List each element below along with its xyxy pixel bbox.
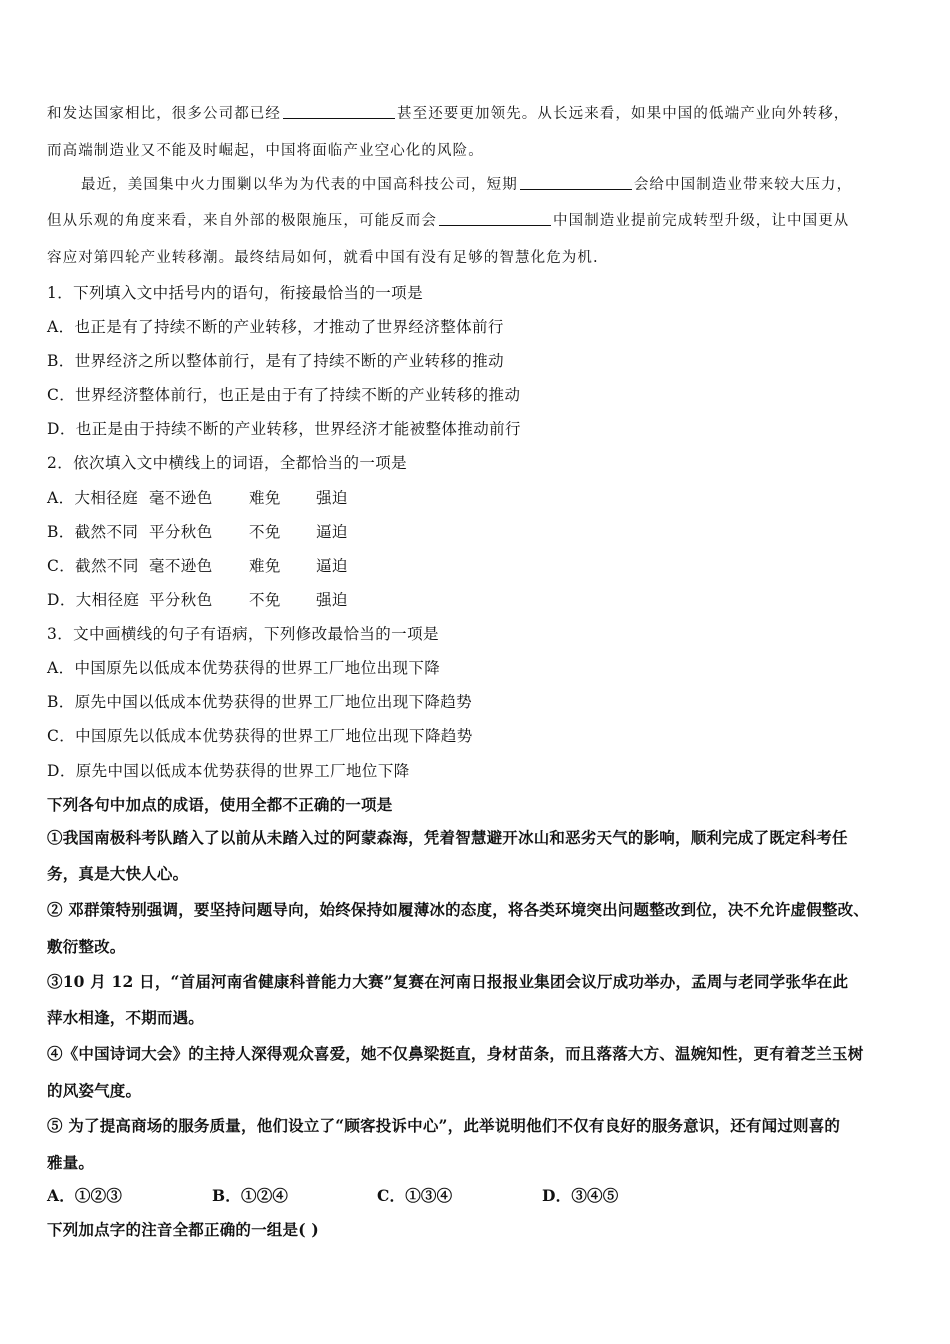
word-choice: 平分秋色 xyxy=(149,523,213,541)
question-stem: 1．下列填入文中括号内的语句，衔接最恰当的一项是 xyxy=(47,284,423,302)
answer-option: A．也正是有了持续不断的产业转移，才推动了世界经济整体前行 xyxy=(47,318,504,336)
answer-option xyxy=(47,588,348,610)
idiom-sentence: ④《中国诗词大会》的主持人深得观众喜爱，她不仅鼻梁挺直，身材苗条，而且落落大方、温婉知性，更有着芝兰玉树 xyxy=(47,1044,864,1063)
passage-line: 而高端制造业又不能及时崛起，中国将面临产业空心化的风险。 xyxy=(47,143,484,159)
answer-option: C．世界经济整体前行，也正是由于有了持续不断的产业转移的推动 xyxy=(47,386,521,404)
question-stem: 下列各句中加点的成语，使用全都不正确的一项是 xyxy=(47,795,393,814)
answer-options-row xyxy=(47,1184,618,1206)
question-stem: 2．依次填入文中横线上的词语，全都恰当的一项是 xyxy=(47,454,408,472)
idiom-sentence-cont: 的风姿气度。 xyxy=(47,1081,142,1100)
answer-option: A．中国原先以低成本优势获得的世界工厂地位出现下降 xyxy=(47,659,441,677)
answer-option: C．中国原先以低成本优势获得的世界工厂地位出现下降趋势 xyxy=(47,727,473,745)
passage-text: 但从乐观的角度来看，来自外部的极限施压，可能反而会 xyxy=(47,213,437,229)
word-choice: A．大相径庭 xyxy=(47,489,139,507)
answer-option: B．原先中国以低成本优势获得的世界工厂地位出现下降趋势 xyxy=(47,693,473,711)
question-stem: 3．文中画横线的句子有语病，下列修改最恰当的一项是 xyxy=(47,625,439,643)
answer-option: D．③④⑤ xyxy=(542,1186,619,1205)
fill-blank xyxy=(439,211,551,226)
word-choice: 逼迫 xyxy=(316,557,348,575)
word-choice: 难免 xyxy=(249,489,281,507)
passage-text: 会给中国制造业带来较大压力， xyxy=(633,177,853,193)
word-choice: 强迫 xyxy=(316,489,348,507)
passage-line xyxy=(47,102,849,123)
answer-option: B．①②④ xyxy=(212,1186,289,1205)
passage-line xyxy=(47,209,849,230)
answer-option: D．原先中国以低成本优势获得的世界工厂地位下降 xyxy=(47,762,410,780)
fill-blank xyxy=(520,175,632,190)
answer-option: D．也正是由于持续不断的产业转移，世界经济才能被整体推动前行 xyxy=(47,420,521,438)
word-choice: 毫不逊色 xyxy=(149,489,213,507)
word-choice: 难免 xyxy=(249,557,281,575)
word-choice: C．截然不同 xyxy=(47,557,139,575)
word-choice: D．大相径庭 xyxy=(47,591,140,609)
word-choice: 毫不逊色 xyxy=(149,557,213,575)
passage-text: 中国制造业提前完成转型升级，让中国更从 xyxy=(553,213,850,229)
answer-option: C．①③④ xyxy=(377,1186,453,1205)
passage-line: 容应对第四轮产业转移潮。最终结局如何，就看中国有没有足够的智慧化危为机. xyxy=(47,250,599,266)
idiom-sentence-cont: 敷衍整改。 xyxy=(47,937,126,956)
answer-option xyxy=(47,520,348,542)
idiom-sentence-cont: 雅量。 xyxy=(47,1153,95,1172)
passage-text: 最近，美国集中火力围剿以华为为代表的中国高科技公司，短期 xyxy=(81,177,518,193)
passage-text: 甚至还要更加领先。从长远来看，如果中国的低端产业向外转移， xyxy=(397,106,850,122)
answer-option: B．世界经济之所以整体前行，是有了持续不断的产业转移的推动 xyxy=(47,352,504,370)
idiom-sentence: ⑤ 为了提高商场的服务质量，他们设立了“顾客投诉中心”，此举说明他们不仅有良好的服务意识，还有闻过则喜的 xyxy=(47,1116,841,1135)
idiom-sentence: ③10 月 12 日，“首届河南省健康科普能力大赛”复赛在河南日报报业集团会议厅成功举办，孟周与老同学张华在此 xyxy=(47,972,849,991)
word-choice: 强迫 xyxy=(316,591,348,609)
idiom-sentence-cont: 务，真是大快人心。 xyxy=(47,864,189,883)
word-choice: 逼迫 xyxy=(316,523,348,541)
idiom-sentence: ①我国南极科考队踏入了以前从未踏入过的阿蒙森海，凭着智慧避开冰山和恶劣天气的影响，顺利完成了既定科考任 xyxy=(47,828,848,847)
word-choice: B．截然不同 xyxy=(47,523,139,541)
word-choice: 平分秋色 xyxy=(149,591,213,609)
passage-line xyxy=(81,173,852,194)
answer-option xyxy=(47,554,348,576)
word-choice: 不免 xyxy=(249,591,281,609)
word-choice: 不免 xyxy=(249,523,281,541)
question-stem: 下列加点字的注音全都正确的一组是( ) xyxy=(47,1220,319,1239)
idiom-sentence-cont: 萍水相逢，不期而遇。 xyxy=(47,1008,205,1027)
answer-option: A．①②③ xyxy=(47,1186,123,1205)
answer-option xyxy=(47,486,348,508)
idiom-sentence: ② 邓群策特别强调，要坚持问题导向，始终保持如履薄冰的态度，将各类环境突出问题整改到位，决不允许虚假整改、 xyxy=(47,900,870,919)
fill-blank xyxy=(283,104,395,119)
passage-text: 和发达国家相比，很多公司都已经 xyxy=(47,106,281,122)
